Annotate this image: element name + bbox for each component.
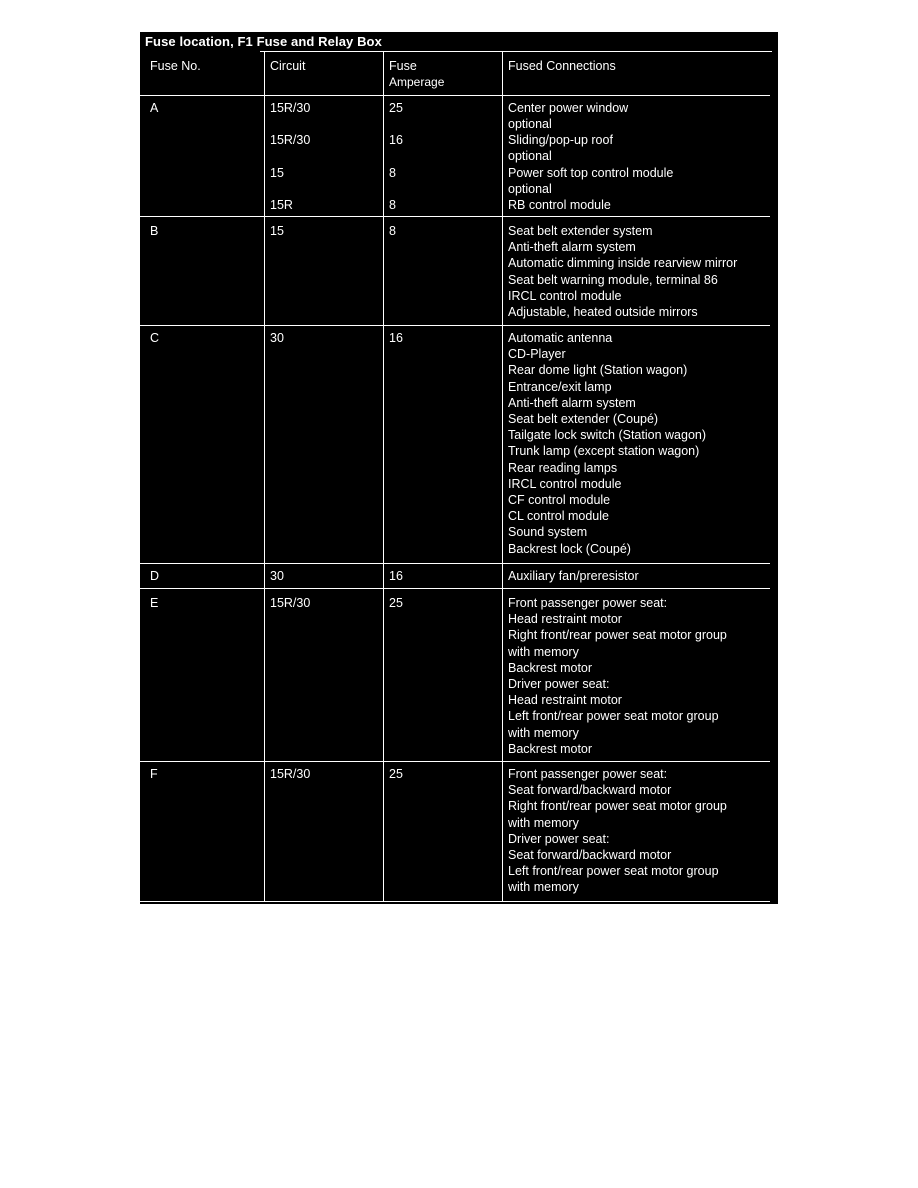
connection-line: Backrest motor (508, 660, 593, 675)
fuse-f-circuit: 15R/30 (270, 767, 311, 781)
fuse-a-amperage-4: 8 (389, 198, 396, 212)
fuse-b-label: B (150, 224, 159, 238)
fuse-e-amperage: 25 (389, 596, 403, 610)
header-connections: Fused Connections (508, 59, 616, 73)
fuse-a-amperage-1: 25 (389, 101, 403, 115)
connection-line: with memory (508, 815, 579, 830)
connection-line: Backrest motor (508, 741, 593, 756)
fuse-a-connections-3 (508, 165, 673, 197)
table-title: Fuse location, F1 Fuse and Relay Box (145, 34, 382, 49)
connection-line: RB control module (508, 198, 611, 212)
connection-line: with memory (508, 725, 579, 740)
row-rule-c (140, 563, 770, 564)
connection-line: Seat forward/backward motor (508, 848, 672, 863)
fuse-a-connections-4 (508, 197, 611, 213)
connection-line: Sliding/pop-up roof (508, 133, 613, 147)
fuse-b-connections (508, 223, 737, 320)
fuse-d-circuit: 30 (270, 569, 284, 583)
fuse-a-connections-1 (508, 100, 628, 132)
connection-line: Head restraint motor (508, 612, 622, 627)
connection-line: Driver power seat: (508, 831, 610, 846)
connection-line: Right front/rear power seat motor group (508, 628, 727, 643)
row-rule-e (140, 761, 770, 762)
connection-line: Seat forward/backward motor (508, 783, 672, 798)
fuse-c-circuit: 30 (270, 331, 284, 345)
connection-line: with memory (508, 880, 579, 895)
fuse-c-connections (508, 330, 706, 557)
connection-line: CD-Player (508, 347, 566, 362)
connection-line: with memory (508, 644, 579, 659)
connection-line: CL control module (508, 509, 609, 524)
fuse-d-label: D (150, 569, 160, 583)
bottom-rule (140, 901, 770, 902)
col-divider-connections (502, 51, 503, 901)
connection-line: IRCL control module (508, 476, 622, 491)
col-divider-amperage (383, 51, 384, 901)
connection-line: Anti-theft alarm system (508, 240, 636, 255)
connection-line: Adjustable, heated outside mirrors (508, 305, 698, 320)
connection-line: Rear reading lamps (508, 460, 618, 475)
connection-line: Tailgate lock switch (Station wagon) (508, 428, 707, 443)
fuse-a-amperage-3: 8 (389, 166, 396, 180)
fuse-table-panel (140, 32, 778, 904)
fuse-c-label: C (150, 331, 160, 345)
connection-line: Backrest lock (Coupé) (508, 541, 631, 556)
header-fuse-no: Fuse No. (150, 59, 201, 73)
connection-line: Front passenger power seat: (508, 596, 668, 610)
connection-line: Sound system (508, 525, 588, 540)
connection-line: Left front/rear power seat motor group (508, 864, 719, 879)
connection-line: Auxiliary fan/preresistor (508, 569, 639, 583)
connection-line: optional (508, 182, 552, 197)
connection-line: Seat belt warning module, terminal 86 (508, 272, 718, 287)
fuse-a-circuit-2: 15R/30 (270, 133, 311, 147)
col-divider-circuit (264, 51, 265, 901)
header-amperage-bottom: Amperage (389, 75, 445, 90)
row-rule-b (140, 325, 770, 326)
fuse-f-amperage: 25 (389, 767, 403, 781)
fuse-d-amperage: 16 (389, 569, 403, 583)
fuse-f-connections (508, 766, 727, 896)
connection-line: Head restraint motor (508, 693, 622, 708)
row-rule-a (140, 216, 770, 217)
connection-line: Rear dome light (Station wagon) (508, 363, 688, 378)
connection-line: Driver power seat: (508, 677, 610, 692)
connection-line: Automatic dimming inside rearview mirror (508, 256, 738, 271)
connection-line: optional (508, 149, 552, 164)
connection-line: optional (508, 117, 552, 132)
fuse-e-label: E (150, 596, 159, 610)
fuse-a-circuit-1: 15R/30 (270, 101, 311, 115)
connection-line: Entrance/exit lamp (508, 379, 612, 394)
header-amperage (389, 58, 444, 90)
fuse-a-connections-2 (508, 132, 613, 164)
fuse-c-amperage: 16 (389, 331, 403, 345)
connection-line: Center power window (508, 101, 629, 115)
fuse-d-connections (508, 568, 639, 584)
header-rule (140, 95, 770, 96)
fuse-a-circuit-4: 15R (270, 198, 293, 212)
title-rule (260, 51, 772, 52)
connection-line: Power soft top control module (508, 166, 674, 180)
connection-line: IRCL control module (508, 288, 622, 303)
fuse-e-circuit: 15R/30 (270, 596, 311, 610)
row-rule-d (140, 588, 770, 589)
fuse-b-circuit: 15 (270, 224, 284, 238)
connection-line: CF control module (508, 493, 611, 508)
connection-line: Right front/rear power seat motor group (508, 799, 727, 814)
header-circuit: Circuit (270, 59, 306, 73)
connection-line: Automatic antenna (508, 331, 613, 345)
connection-line: Trunk lamp (except station wagon) (508, 444, 700, 459)
fuse-e-connections (508, 595, 727, 757)
fuse-a-amperage-2: 16 (389, 133, 403, 147)
connection-line: Left front/rear power seat motor group (508, 709, 719, 724)
fuse-b-amperage: 8 (389, 224, 396, 238)
fuse-f-label: F (150, 767, 158, 781)
connection-line: Anti-theft alarm system (508, 395, 636, 410)
connection-line: Seat belt extender (Coupé) (508, 412, 659, 427)
header-amperage-top: Fuse (389, 59, 417, 73)
connection-line: Seat belt extender system (508, 224, 653, 238)
fuse-a-label: A (150, 101, 159, 115)
fuse-a-circuit-3: 15 (270, 166, 284, 180)
connection-line: Front passenger power seat: (508, 767, 668, 781)
